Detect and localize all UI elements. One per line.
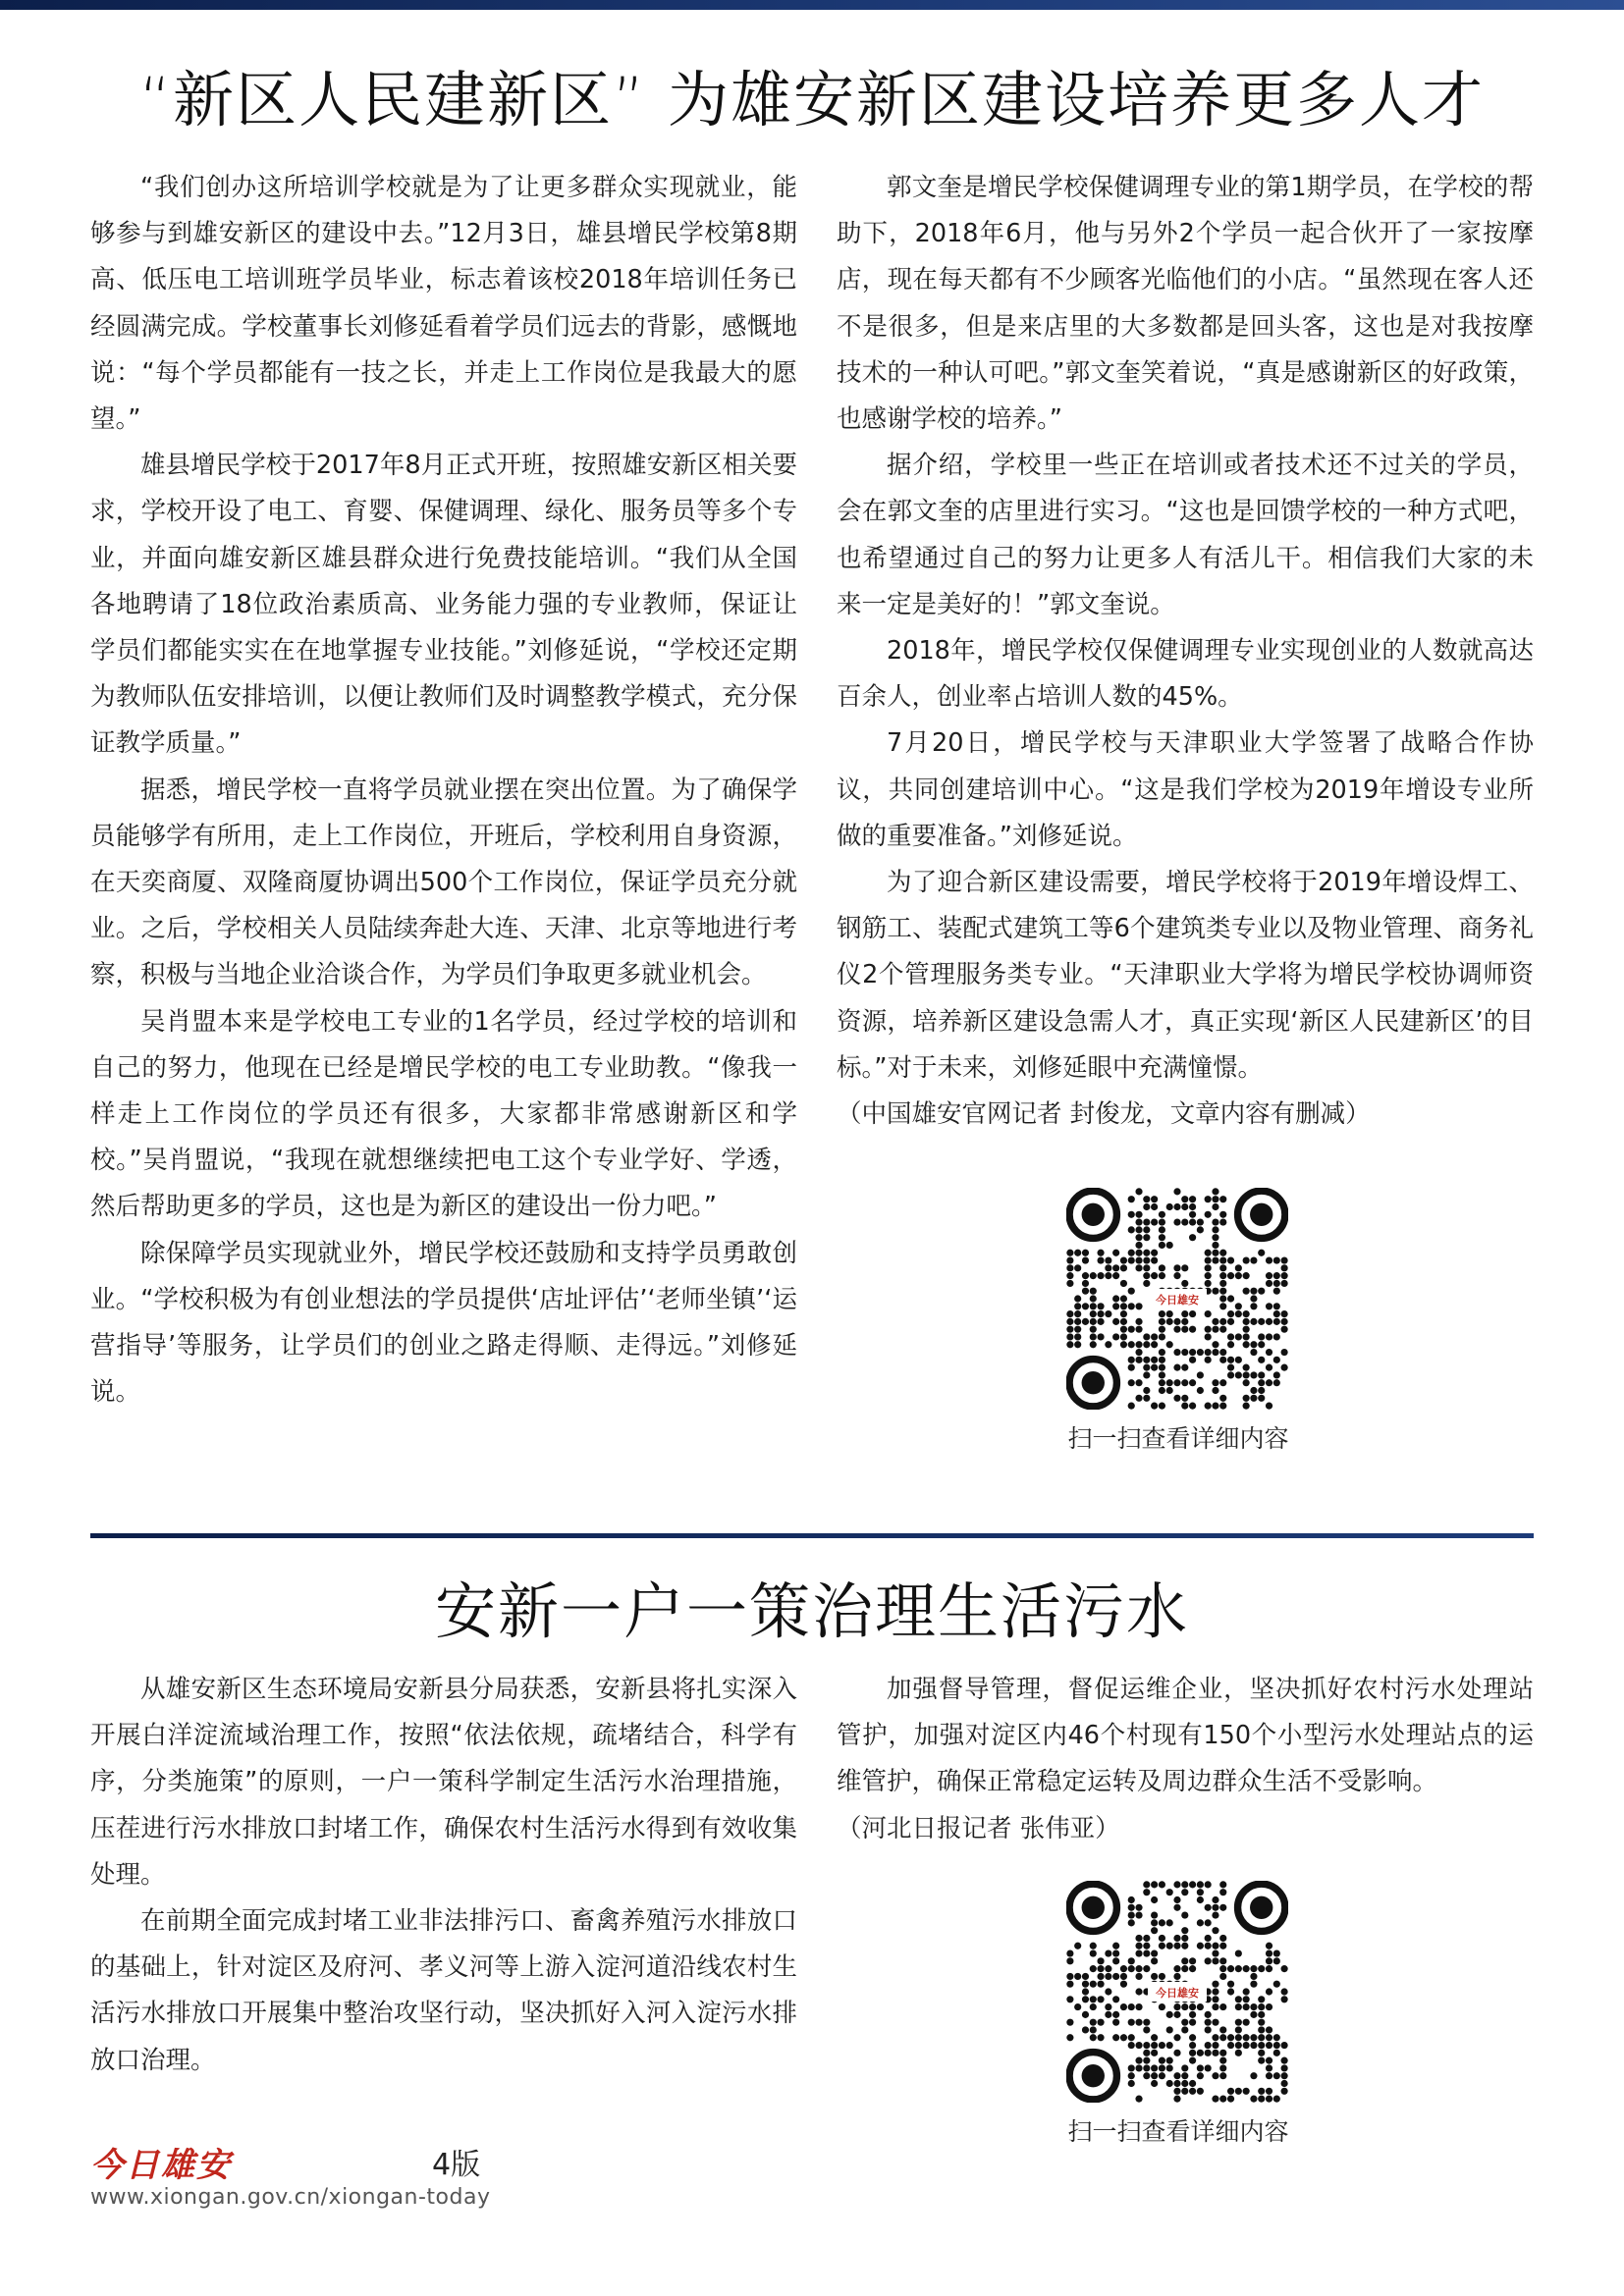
article2-left-column [90, 1667, 797, 2084]
qr-center-logo-text: 今日雄安 [1156, 1987, 1199, 2000]
article2-source-credit: （河北日报记者 张伟亚） [837, 1813, 1120, 1843]
article1-paragraph: 除保障学员实现就业外，增民学校还鼓励和支持学员勇敢创业。“学校积极为有创业想法的学员提供‘店址评估’‘老师坐镇’‘运营指导’等服务，让学员们的创业之路走得顺、走得远。”刘修延说。 [90, 1238, 797, 1408]
publication-logo: 今日雄安 [90, 2146, 232, 2185]
article1-source-credit: （中国雄安官网记者 封俊龙，文章内容有删减） [837, 1099, 1371, 1130]
qr-code-graphic [1066, 1188, 1288, 1410]
page-number: 4版 [432, 2148, 481, 2182]
article2-headline: 安新一户一策治理生活污水 [434, 1575, 1189, 1647]
article2-paragraph: 从雄安新区生态环境局安新县分局获悉，安新县将扎实深入开展白洋淀流域治理工作，按照“依法依规，疏堵结合，科学有序，分类施策”的原则，一户一策科学制定生活污水治理措施，压茬进行污水排放口封堵工作，确保农村生活污水得到有效收集处理。 [90, 1675, 797, 1890]
article1-paragraph: 据介绍，学校里一些正在培训或者技术还不过关的学员，会在郭文奎的店里进行实习。“这也是回馈学校的一种方式吧，也希望通过自己的努力让更多人有活儿干。相信我们大家的未来一定是美好的！”郭文奎说。 [837, 451, 1534, 619]
article2-paragraph: 加强督导管理，督促运维企业，坚决抓好农村污水处理站管护，加强对淀区内46个村现有150个小型污水处理站点的运维管护，确保正常稳定运转及周边群众生活不受影响。 [837, 1675, 1534, 1797]
article1-paragraph: 吴肖盟本来是学校电工专业的1名学员，经过学校的培训和自己的努力，他现在已经是增民学校的电工专业助教。“像我一样走上工作岗位的学员还有很多，大家都非常感谢新区和学校。”吴肖盟说，“我现在就想继续把电工这个专业学好、学透，然后帮助更多的学员，这也是为新区的建设出一份力吧。” [90, 1006, 797, 1222]
article1-paragraph: 7月20日，增民学校与天津职业大学签署了战略合作协议，共同创建培训中心。“这是我们学校为2019年增设专业所做的重要准备。”刘修延说。 [837, 728, 1534, 851]
article1-paragraph: 雄县增民学校于2017年8月正式开班，按照雄安新区相关要求，学校开设了电工、育婴、保健调理、绿化、服务员等多个专业，并面向雄安新区雄县群众进行免费技能培训。“我们从全国各地聘请了18位政治素质高、业务能力强的专业教师，保证让学员们都能实实在在地掌握专业技能。”刘修延说，“学校还定期为教师队伍安排培训，以便让教师们及时调整教学模式，充分保证教学质量。” [90, 451, 797, 759]
website-url: www.xiongan.gov.cn/xiongan-today [90, 2185, 491, 2210]
article1-paragraph: 据悉，增民学校一直将学员就业摆在突出位置。为了确保学员能够学有所用，走上工作岗位，开班后，学校利用自身资源，在天奕商厦、双隆商厦协调出500个工作岗位，保证学员充分就业。之后，学校相关人员陆续奔赴大连、天津、北京等地进行考察，积极与当地企业洽谈合作，为学员们争取更多就业机会。 [90, 774, 797, 990]
qr-code-graphic [1066, 1881, 1288, 2103]
article2-paragraph: 在前期全面完成封堵工业非法排污口、畜禽养殖污水排放口的基础上，针对淀区及府河、孝义河等上游入淀河道沿线农村生活污水排放口开展集中整治攻坚行动，坚决抓好入河入淀污水排放口治理。 [90, 1906, 797, 2075]
section-divider [90, 1533, 1534, 1538]
article2-qr-code[interactable] [1066, 1881, 1288, 2103]
article1-right-column [837, 165, 1534, 1138]
article1-paragraph: 2018年，增民学校仅保健调理专业实现创业的人数就高达百余人，创业率占培训人数的45%。 [837, 636, 1534, 713]
top-accent-bar [0, 0, 1624, 10]
article2-right-column [837, 1667, 1534, 1852]
article1-qr-code[interactable] [1066, 1188, 1288, 1410]
qr-center-logo-text: 今日雄安 [1156, 1294, 1199, 1307]
article1-left-column [90, 165, 797, 1415]
article1-qr-caption: 扫一扫查看详细内容 [1067, 1424, 1289, 1453]
article1-paragraph: 郭文奎是增民学校保健调理专业的第1期学员，在学校的帮助下，2018年6月，他与另外2个学员一起合伙开了一家按摩店，现在每天都有不少顾客光临他们的小店。“虽然现在客人还不是很多，但是来店里的大多数都是回头客，这也是对我按摩技术的一种认可吧。”郭文奎笑着说，“真是感谢新区的好政策，也感谢学校的培养。” [837, 173, 1534, 435]
article1-paragraph: 为了迎合新区建设需要，增民学校将于2019年增设焊工、钢筋工、装配式建筑工等6个建筑类专业以及物业管理、商务礼仪2个管理服务类专业。“天津职业大学将为增民学校协调师资资源，培养新区建设急需人才，真正实现‘新区人民建新区’的目标。”对于未来，刘修延眼中充满憧憬。 [837, 868, 1534, 1083]
article2-qr-caption: 扫一扫查看详细内容 [1067, 2117, 1289, 2146]
article1-headline: “新区人民建新区” 为雄安新区建设培养更多人才 [139, 64, 1485, 135]
article1-paragraph: “我们创办这所培训学校就是为了让更多群众实现就业，能够参与到雄安新区的建设中去。”12月3日，雄县增民学校第8期高、低压电工培训班学员毕业，标志着该校2018年培训任务已经圆满完成。学校董事长刘修延看着学员们远去的背影，感慨地说：“每个学员都能有一技之长，并走上工作岗位是我最大的愿望。” [90, 173, 797, 435]
